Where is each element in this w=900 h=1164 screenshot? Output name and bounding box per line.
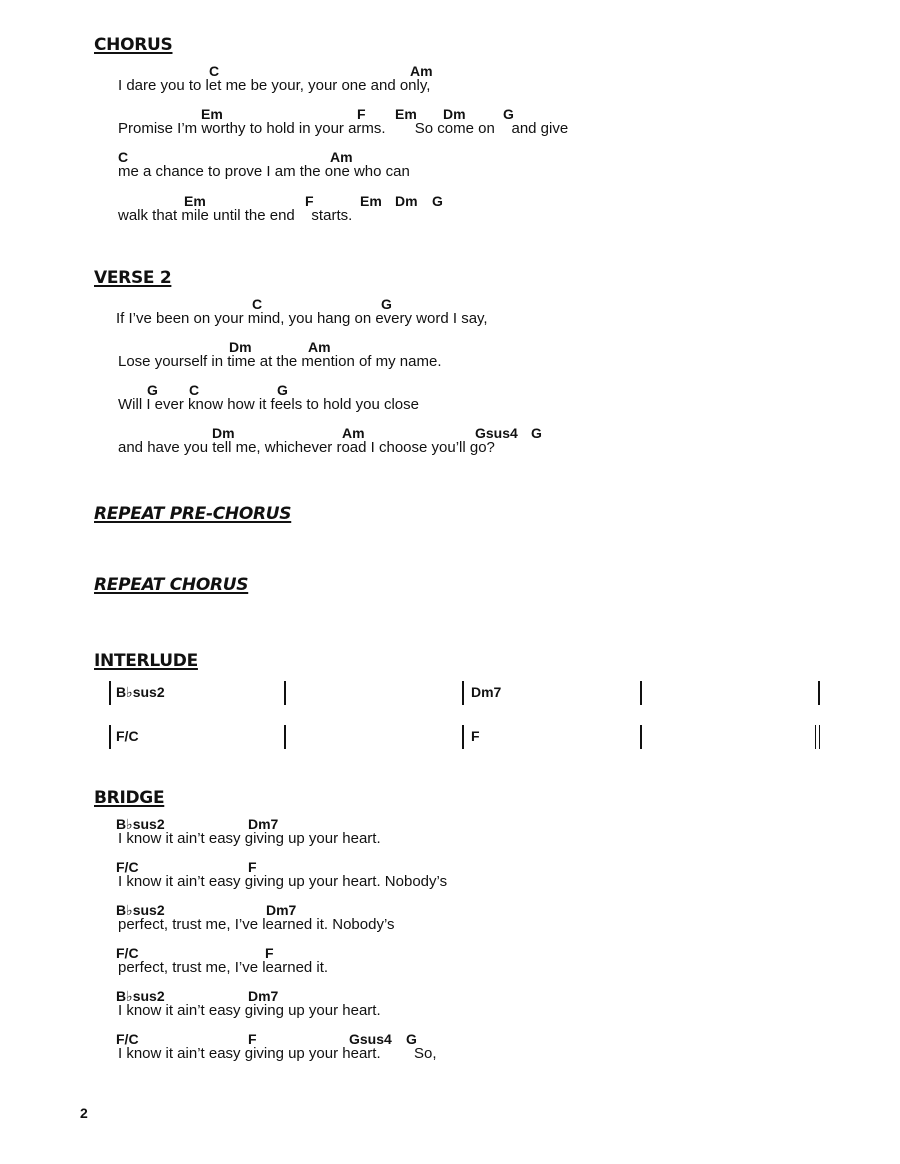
lyric-line: I know it ain’t easy giving up your heart. xyxy=(118,830,381,847)
chord: G xyxy=(406,1031,417,1047)
chord: B♭sus2 xyxy=(116,988,165,1004)
chord: Dm7 xyxy=(471,684,502,700)
chord: F/C xyxy=(116,859,139,875)
chord: F xyxy=(265,945,274,961)
chord: C xyxy=(252,296,263,312)
chord: Am xyxy=(330,149,353,165)
barline xyxy=(284,725,286,749)
chord: Dm xyxy=(395,193,418,209)
chord: B♭sus2 xyxy=(116,816,165,832)
lyric-line: me a chance to prove I am the one who can xyxy=(118,163,410,180)
chord: F/C xyxy=(116,945,139,961)
chord: C xyxy=(118,149,129,165)
lyric-line: Promise I’m worthy to hold in your arms. So come on and give xyxy=(118,120,569,137)
final-double-barline xyxy=(815,725,820,749)
barline xyxy=(818,681,820,705)
lyric-line: and have you tell me, whichever road I choose you’ll go? xyxy=(118,439,495,456)
chord: F xyxy=(305,193,314,209)
chord: Dm xyxy=(212,425,235,441)
lyric-line: I know it ain’t easy giving up your heart. Nobody’s xyxy=(118,873,448,890)
chord: Em xyxy=(201,106,223,122)
chord: F xyxy=(248,859,257,875)
page-number: 2 xyxy=(80,1105,88,1121)
chord: B♭sus2 xyxy=(116,684,165,700)
chord: G xyxy=(277,382,288,398)
chord: F xyxy=(471,728,480,744)
chord: Em xyxy=(184,193,206,209)
chord: Dm7 xyxy=(248,816,279,832)
lyric-line: Will I ever know how it feels to hold you close xyxy=(118,396,419,413)
chord: Gsus4 xyxy=(349,1031,392,1047)
lyric-line: walk that mile until the end starts. xyxy=(118,207,353,224)
chord: C xyxy=(209,63,220,79)
barline xyxy=(640,725,642,749)
chord: F xyxy=(357,106,366,122)
section-heading-repeat-chorus: REPEAT CHORUS xyxy=(94,575,249,595)
barline xyxy=(462,725,464,749)
chord: Am xyxy=(342,425,365,441)
chord: F xyxy=(248,1031,257,1047)
section-heading-repeat-pre-chorus: REPEAT PRE-CHORUS xyxy=(94,504,292,524)
chord: B♭sus2 xyxy=(116,902,165,918)
chord: G xyxy=(381,296,392,312)
barline xyxy=(109,681,111,705)
chord: C xyxy=(189,382,200,398)
chord: G xyxy=(531,425,542,441)
chord: Gsus4 xyxy=(475,425,518,441)
chord: Dm7 xyxy=(266,902,297,918)
section-heading-interlude: INTERLUDE xyxy=(94,651,198,671)
barline xyxy=(640,681,642,705)
chord: F/C xyxy=(116,1031,139,1047)
section-heading-chorus: CHORUS xyxy=(94,35,173,55)
chord: G xyxy=(147,382,158,398)
chord: Em xyxy=(395,106,417,122)
lyric-line: I know it ain’t easy giving up your heart. So, xyxy=(118,1045,437,1062)
barline xyxy=(462,681,464,705)
chord: G xyxy=(432,193,443,209)
lyric-line: perfect, trust me, I’ve learned it. Nobody’s xyxy=(118,916,395,933)
chord: Dm xyxy=(443,106,466,122)
barline xyxy=(109,725,111,749)
chord: Am xyxy=(410,63,433,79)
lyric-line: I know it ain’t easy giving up your heart. xyxy=(118,1002,381,1019)
chord: Dm xyxy=(229,339,252,355)
chord: Dm7 xyxy=(248,988,279,1004)
lyric-line: perfect, trust me, I’ve learned it. xyxy=(118,959,329,976)
chord: Am xyxy=(308,339,331,355)
lyric-line: If I’ve been on your mind, you hang on every word I say, xyxy=(116,310,488,327)
lyric-line: Lose yourself in time at the mention of my name. xyxy=(118,353,442,370)
lyric-line: I dare you to let me be your, your one and only, xyxy=(118,77,431,94)
chord: Em xyxy=(360,193,382,209)
chord: G xyxy=(503,106,514,122)
section-heading-bridge: BRIDGE xyxy=(94,788,165,808)
section-heading-verse-2: VERSE 2 xyxy=(94,268,172,288)
barline xyxy=(284,681,286,705)
chord: F/C xyxy=(116,728,139,744)
